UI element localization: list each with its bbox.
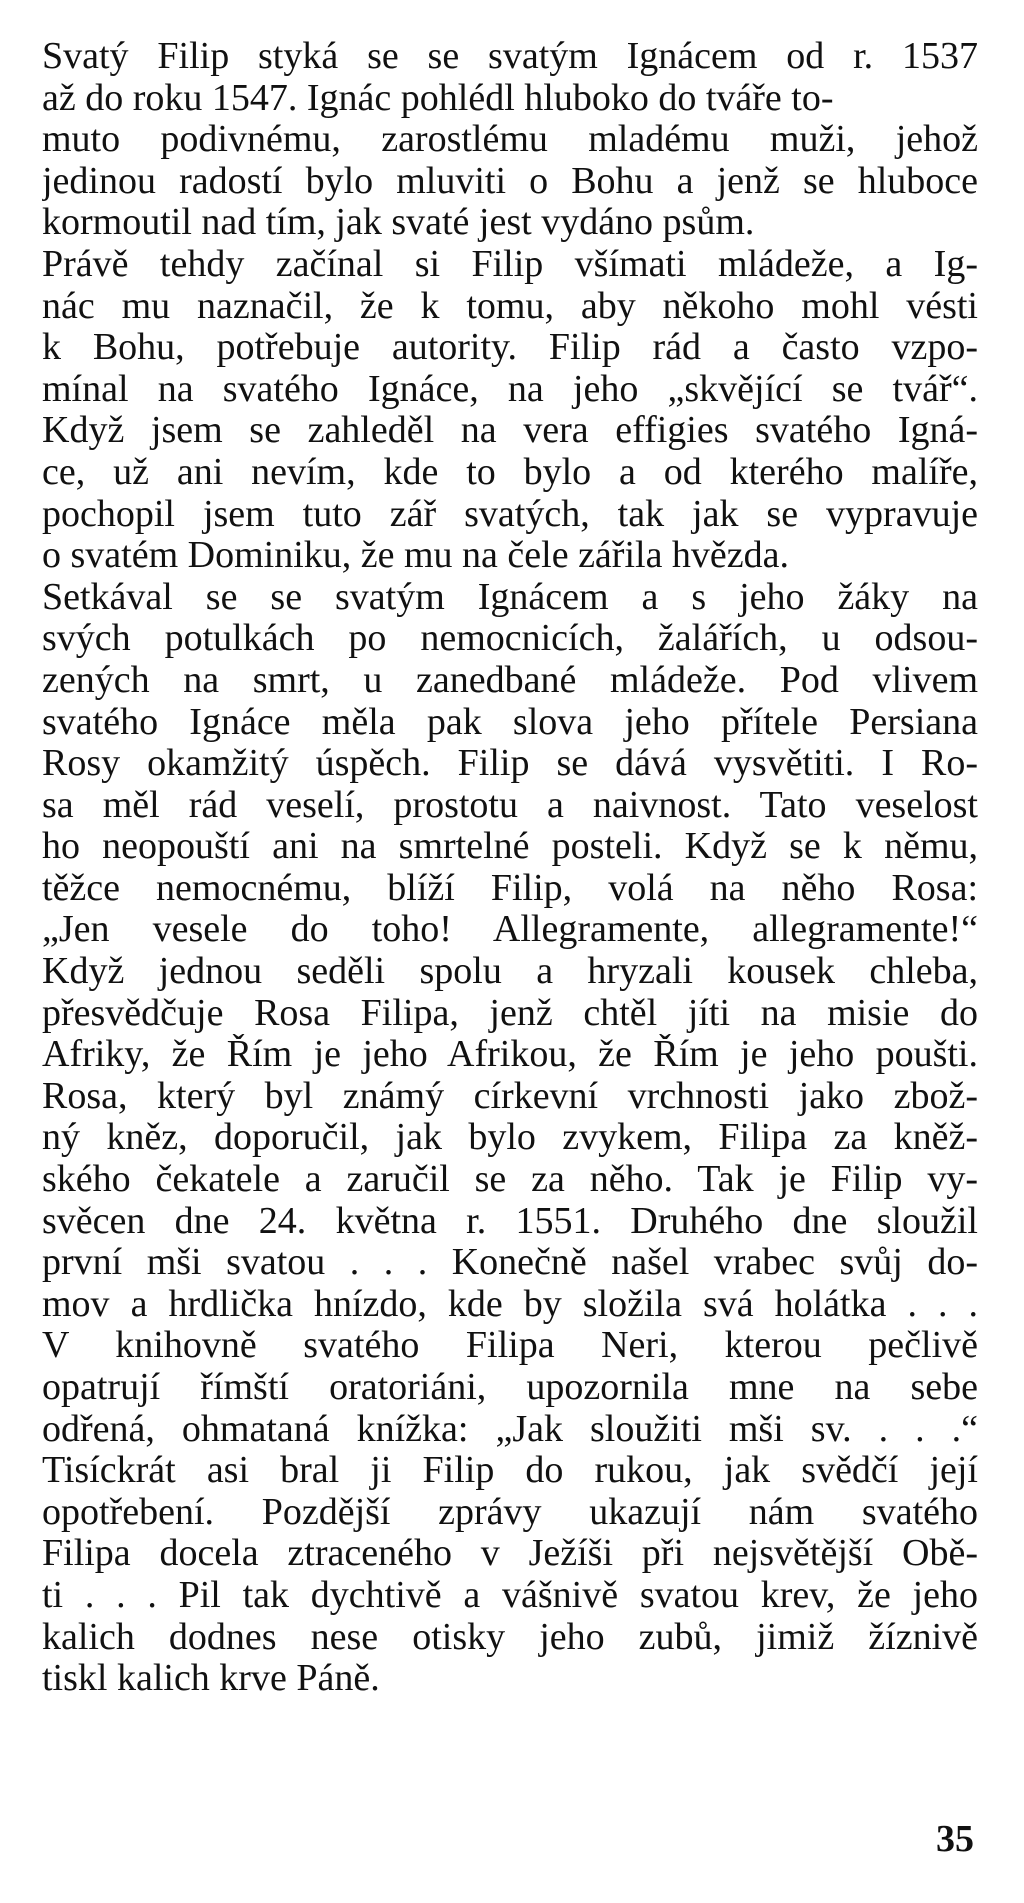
text-line: Tisíckrát asi bral ji Filip do rukou, jak svědčí její <box>42 1450 978 1492</box>
book-page <box>42 36 978 1876</box>
text-line: svatého Ignáce měla pak slova jeho přítele Persiana <box>42 701 978 743</box>
text-line: tiskl kalich krve Páně. <box>42 1658 380 1700</box>
text-line: Když jednou seděli spolu a hryzali kousek chleba, <box>42 951 978 993</box>
text-line: pochopil jsem tuto zář svatých, tak jak se vypravuje <box>42 493 978 535</box>
text-line: ského čekatele a zaručil se za něho. Tak je Filip vy- <box>42 1159 978 1201</box>
text-line: ný kněz, doporučil, jak bylo zvykem, Filipa za kněž- <box>42 1117 978 1159</box>
text-line: Když jsem se zahleděl na vera effigies svatého Igná- <box>42 410 978 452</box>
text-line: mov a hrdlička hnízdo, kde by složila svá holátka . . . <box>42 1283 978 1325</box>
text-line: zených na smrt, u zanedbané mládeže. Pod vlivem <box>42 659 978 701</box>
text-line: svých potulkách po nemocnicích, žalářích, u odsou- <box>42 618 978 660</box>
text-line: svěcen dne 24. května r. 1551. Druhého dne sloužil <box>42 1200 978 1242</box>
text-line: o svatém Dominiku, že mu na čele zářila hvězda. <box>42 535 790 577</box>
text-line: jedinou radostí bylo mluviti o Bohu a jenž se hluboce <box>42 160 978 202</box>
text-line: Právě tehdy začínal si Filip všímati mládeže, a Ig- <box>42 243 978 285</box>
text-line: Rosa, který byl známý církevní vrchnosti jako zbož- <box>42 1075 978 1117</box>
text-line: Filipa docela ztraceného v Ježíši při nejsvětější Obě- <box>42 1533 978 1575</box>
body-text <box>42 36 978 1700</box>
text-line: opotřebení. Pozdější zprávy ukazují nám svatého <box>42 1491 978 1533</box>
text-line: Afriky, že Řím je jeho Afrikou, že Řím je jeho poušti. <box>42 1034 978 1076</box>
text-line: Svatý Filip styká se se svatým Ignácem od r. 1537 <box>42 36 978 77</box>
text-line: V knihovně svatého Filipa Neri, kterou pečlivě <box>42 1325 978 1367</box>
text-line: kalich dodnes nese otisky jeho zubů, jimiž žíznivě <box>42 1616 978 1658</box>
text-line: odřená, ohmataná knížka: „Jak sloužiti mši sv. . . .“ <box>42 1408 978 1450</box>
text-line: nác mu naznačil, že k tomu, aby někoho mohl vésti <box>42 285 978 327</box>
text-line: sa měl rád veselí, prostotu a naivnost. Tato veselost <box>42 784 978 826</box>
text-line: kormoutil nad tím, jak svaté jest vydáno psům. <box>42 202 755 244</box>
text-line: Rosy okamžitý úspěch. Filip se dává vysvětiti. I Ro- <box>42 743 978 785</box>
text-line: až do roku 1547. Ignác pohlédl hluboko do tváře to- <box>42 77 834 119</box>
text-line: ce, už ani nevím, kde to bylo a od kterého malíře, <box>42 451 978 493</box>
text-line: muto podivnému, zarostlému mladému muži, jehož <box>42 119 978 161</box>
page-number: 35 <box>936 1818 974 1860</box>
text-line: ti . . . Pil tak dychtivě a vášnivě svatou krev, že jeho <box>42 1574 978 1616</box>
text-line: mínal na svatého Ignáce, na jeho „skvějící se tvář“. <box>42 368 978 410</box>
text-line: k Bohu, potřebuje autority. Filip rád a často vzpo- <box>42 327 978 369</box>
text-line: opatrují římští oratoriáni, upozornila mne na sebe <box>42 1367 978 1408</box>
text-line: těžce nemocnému, blíží Filip, volá na něho Rosa: <box>42 867 978 909</box>
text-line: ho neopouští ani na smrtelné posteli. Když se k němu, <box>42 826 978 868</box>
text-line: přesvědčuje Rosa Filipa, jenž chtěl jíti na misie do <box>42 992 978 1034</box>
text-line: Setkával se se svatým Ignácem a s jeho žáky na <box>42 576 978 618</box>
text-line: první mši svatou . . . Konečně našel vrabec svůj do- <box>42 1242 978 1284</box>
text-line: „Jen vesele do toho! Allegramente, allegramente!“ <box>42 909 978 951</box>
